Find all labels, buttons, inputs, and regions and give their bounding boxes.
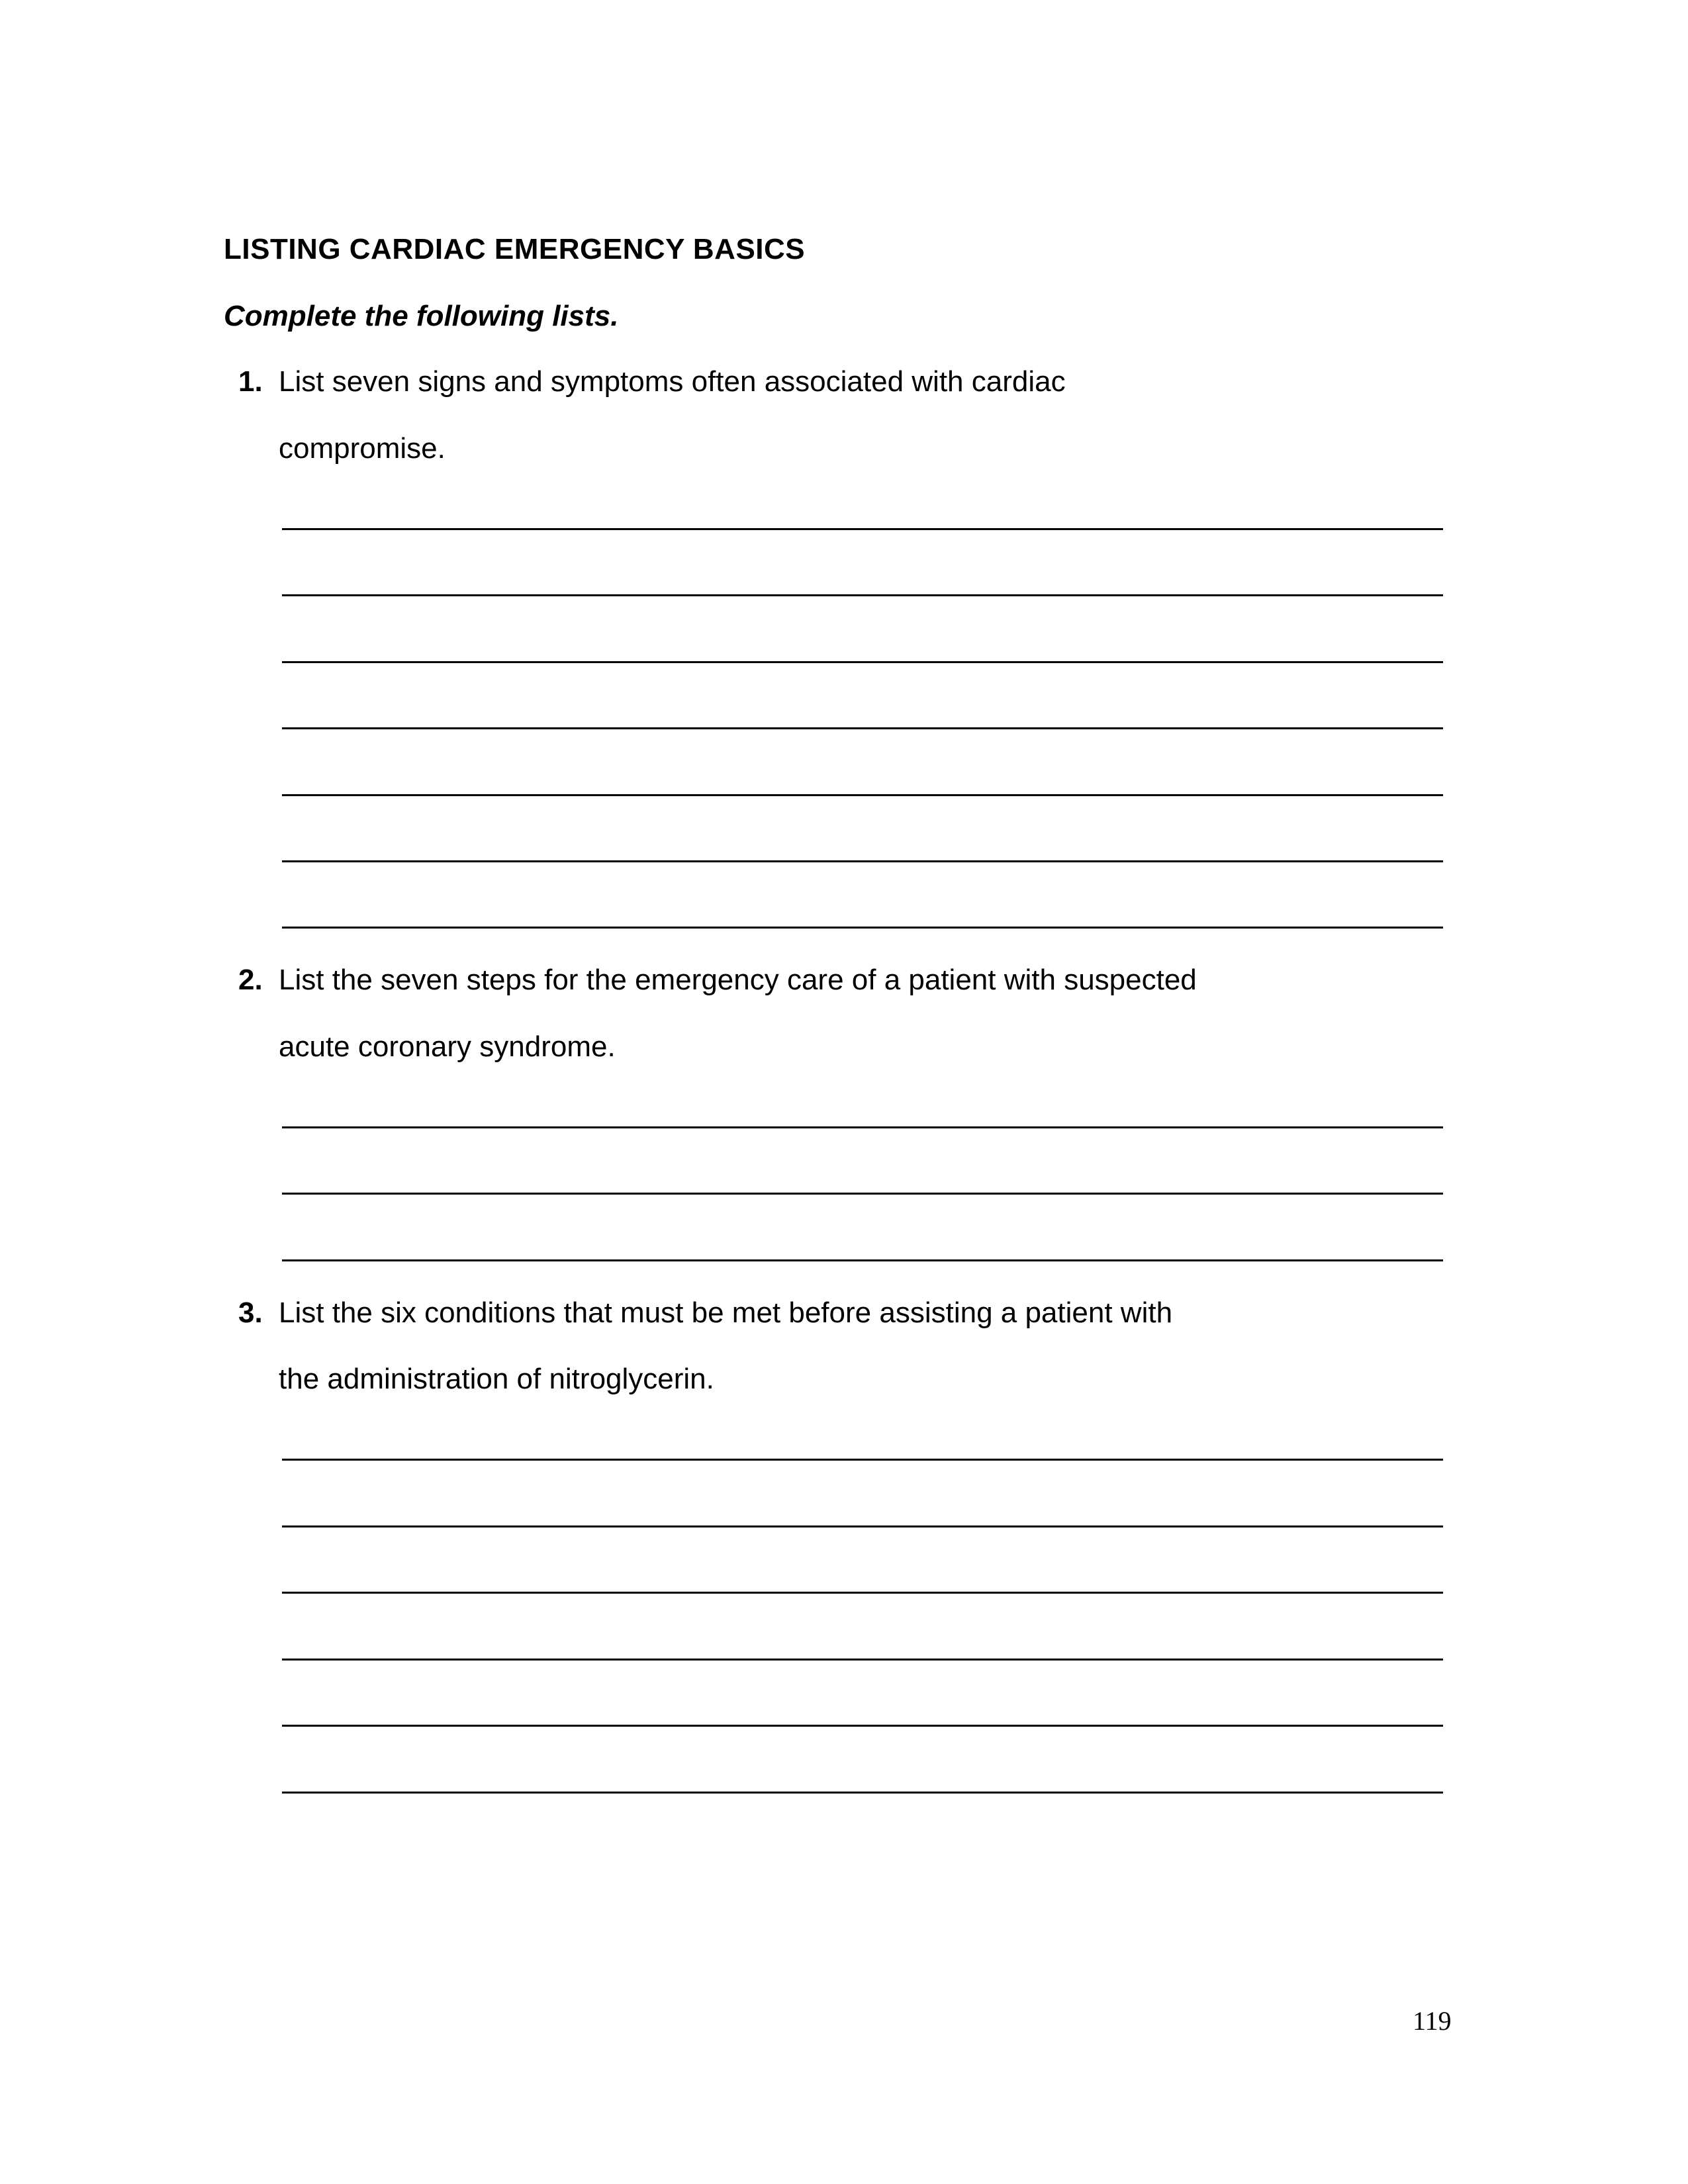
question-3-text-line-2: the administration of nitroglycerin.	[279, 1363, 714, 1395]
question-2-answer-line[interactable]	[282, 1126, 1443, 1128]
question-3-answer-line[interactable]	[282, 1525, 1443, 1527]
question-1-answer-line[interactable]	[282, 594, 1443, 596]
question-3-answer-line[interactable]	[282, 1792, 1443, 1794]
question-2-text-line-1: List the seven steps for the emergency care of a patient with suspected	[279, 964, 1197, 996]
question-3-answer-line[interactable]	[282, 1459, 1443, 1461]
question-1-text-line-2: compromise.	[279, 432, 445, 465]
page-number: 119	[1413, 2006, 1452, 2036]
question-3-answer-line[interactable]	[282, 1725, 1443, 1727]
question-2-number: 2.	[238, 964, 263, 996]
question-3-number: 3.	[238, 1297, 263, 1329]
question-1-answer-line[interactable]	[282, 927, 1443, 929]
question-1-answer-line[interactable]	[282, 794, 1443, 796]
question-1-answer-line[interactable]	[282, 860, 1443, 862]
question-2-text-line-2: acute coronary syndrome.	[279, 1030, 616, 1063]
question-1-number: 1.	[238, 365, 263, 398]
instruction-text: Complete the following lists.	[224, 300, 619, 332]
section-heading: LISTING CARDIAC EMERGENCY BASICS	[224, 233, 806, 265]
question-1-answer-line[interactable]	[282, 661, 1443, 663]
question-2-answer-line[interactable]	[282, 1259, 1443, 1261]
question-3-answer-line[interactable]	[282, 1592, 1443, 1594]
question-3-answer-line[interactable]	[282, 1659, 1443, 1661]
question-1-text-line-1: List seven signs and symptoms often associated with cardiac	[279, 365, 1066, 398]
question-1-answer-line[interactable]	[282, 528, 1443, 530]
question-2-answer-line[interactable]	[282, 1193, 1443, 1195]
question-3-text-line-1: List the six conditions that must be met before assisting a patient with	[279, 1297, 1173, 1329]
question-1-answer-line[interactable]	[282, 727, 1443, 729]
